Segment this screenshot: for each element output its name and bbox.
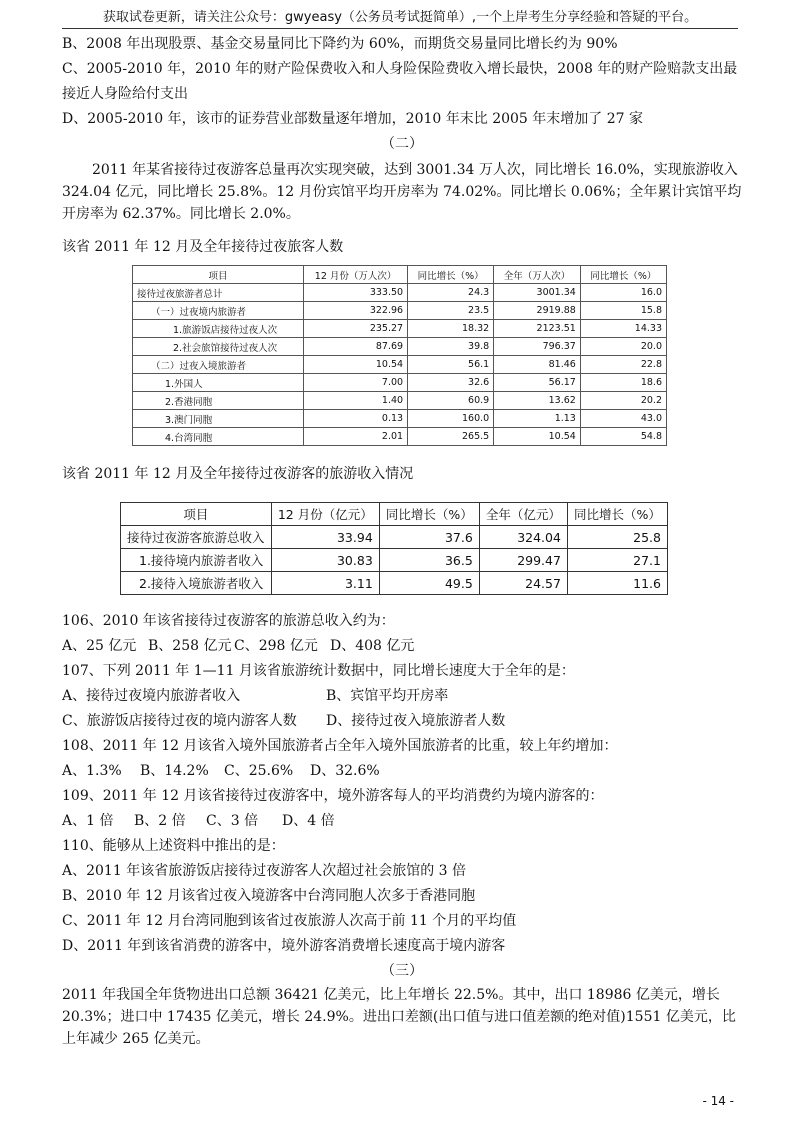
section-title-2: （二） (381, 136, 423, 152)
table-header-row (133, 266, 667, 284)
row-label: 1.外国人 (133, 374, 304, 392)
table-cell: 30.83 (271, 549, 379, 572)
option-c: C、298 亿元 (234, 638, 318, 654)
table-cell: 1.13 (494, 410, 581, 428)
prev-option-d: D、2005-2010 年，该市的证券营业部数量逐年增加，2010 年末比 2005 年末增加了 27 家 (62, 111, 643, 127)
table-cell: 3.11 (271, 572, 379, 595)
table-row (133, 428, 667, 446)
table-cell: 32.6 (408, 374, 494, 392)
table-row (121, 549, 668, 572)
table-cell: 322.96 (304, 302, 408, 320)
table-cell: 27.1 (567, 549, 667, 572)
table-cell: 2123.51 (494, 320, 581, 338)
table-cell: 60.9 (408, 392, 494, 410)
option-d: D、32.6% (310, 763, 380, 779)
table-cell: 235.27 (304, 320, 408, 338)
table-header-cell: 全年（亿元） (479, 503, 567, 526)
question-107-options-row2 (62, 709, 742, 734)
table-cell: 22.8 (580, 356, 666, 374)
table-cell: 23.5 (408, 302, 494, 320)
table-cell: 18.32 (408, 320, 494, 338)
table-cell: 3001.34 (494, 284, 581, 302)
section-title-3: （三） (381, 963, 423, 979)
intro-paragraph: 2011 年某省接待过夜游客总量再次实现突破，达到 3001.34 万人次，同比增长 16.0%，实现旅游收入 324.04 亿元，同比增长 25.8%。12 月份宾馆平均开房率为 74.02%。同比增长 0.06%；全年累计宾馆平均开房率为 62.37%。同比增长 2.0%。 (62, 162, 742, 222)
table-row (133, 356, 667, 374)
table-header-cell: 全年（万人次） (494, 266, 581, 284)
table-row (133, 392, 667, 410)
option-a: A、接待过夜境内旅游者收入 (62, 688, 241, 704)
question-108-options (62, 759, 742, 784)
table-cell: 1.40 (304, 392, 408, 410)
table-header-cell: 12 月份（亿元） (271, 503, 379, 526)
question-106: 106、2010 年该省接待过夜游客的旅游总收入约为： (62, 613, 395, 629)
option-b: B、2010 年 12 月该省过夜入境游客中台湾同胞人次多于香港同胞 (62, 888, 476, 904)
row-label: 接待过夜旅游者总计 (133, 284, 304, 302)
option-b: B、宾馆平均开房率 (326, 688, 449, 704)
table-header-row (121, 503, 668, 526)
visitor-count-table (132, 265, 667, 446)
table-row (133, 338, 667, 356)
table-cell: 81.46 (494, 356, 581, 374)
table-header-cell: 项目 (121, 503, 272, 526)
table-cell: 10.54 (494, 428, 581, 446)
table-cell: 24.3 (408, 284, 494, 302)
table-header-cell: 项目 (133, 266, 304, 284)
table-row (133, 320, 667, 338)
table-cell: 160.0 (408, 410, 494, 428)
table-cell: 20.0 (580, 338, 666, 356)
question-106-options (62, 634, 742, 659)
table-row (121, 572, 668, 595)
table-cell: 11.6 (567, 572, 667, 595)
page-content (62, 32, 742, 1050)
row-label: 4.台湾同胞 (133, 428, 304, 446)
table-cell: 43.0 (580, 410, 666, 428)
option-b: B、258 亿元 (148, 638, 232, 654)
table-cell: 16.0 (580, 284, 666, 302)
table-cell: 15.8 (580, 302, 666, 320)
option-a: A、1.3% (62, 763, 122, 779)
table-cell: 324.04 (479, 526, 567, 549)
table-row (133, 302, 667, 320)
tourism-income-table (120, 502, 668, 595)
option-a: A、2011 年该省旅游饭店接待过夜游客人次超过社会旅馆的 3 倍 (62, 863, 466, 879)
table-cell: 37.6 (379, 526, 479, 549)
table-header-cell: 12 月份（万人次） (304, 266, 408, 284)
table-header-cell: 同比增长（%） (379, 503, 479, 526)
table-cell: 796.37 (494, 338, 581, 356)
option-b: B、14.2% (140, 763, 209, 779)
table-row (133, 410, 667, 428)
question-108: 108、2011 年 12 月该省入境外国旅游者占全年入境外国旅游者的比重，较上年约增加： (62, 738, 618, 754)
table-row (121, 526, 668, 549)
table1-caption: 该省 2011 年 12 月及全年接待过夜旅客人数 (62, 239, 344, 255)
page-number: - 14 - (702, 1094, 734, 1108)
table-cell: 2919.88 (494, 302, 581, 320)
option-a: A、25 亿元 (62, 638, 137, 654)
row-label: 2.香港同胞 (133, 392, 304, 410)
table-cell: 25.8 (567, 526, 667, 549)
table-cell: 54.8 (580, 428, 666, 446)
row-label: 2.接待入境旅游者收入 (121, 572, 272, 595)
table-cell: 299.47 (479, 549, 567, 572)
table-cell: 2.01 (304, 428, 408, 446)
row-label: （二）过夜入境旅游者 (133, 356, 304, 374)
row-label: （一）过夜境内旅游者 (133, 302, 304, 320)
table-header-cell: 同比增长（%） (408, 266, 494, 284)
section3-paragraph: 2011 年我国全年货物进出口总额 36421 亿美元，比上年增长 22.5%。其中，出口 18986 亿美元，增长 20.3%；进口中 17435 亿美元，增长 24.9%。进出口差额(出口值与进口值差额的绝对值)1551 亿美元，比上年减少 265 亿美元。 (62, 987, 736, 1047)
table-cell: 265.5 (408, 428, 494, 446)
option-c: C、3 倍 (206, 813, 259, 829)
table-cell: 7.00 (304, 374, 408, 392)
row-label: 接待过夜游客旅游总收入 (121, 526, 272, 549)
table-cell: 10.54 (304, 356, 408, 374)
row-label: 2.社会旅馆接待过夜人次 (133, 338, 304, 356)
table-cell: 18.6 (580, 374, 666, 392)
table-row (133, 284, 667, 302)
table-header-cell: 同比增长（%） (580, 266, 666, 284)
table-cell: 56.1 (408, 356, 494, 374)
option-c: C、25.6% (224, 763, 294, 779)
table2-caption: 该省 2011 年 12 月及全年接待过夜游客的旅游收入情况 (62, 466, 414, 482)
row-label: 1.接待境内旅游者收入 (121, 549, 272, 572)
option-d: D、接待过夜入境旅游者人数 (326, 713, 506, 729)
question-107-options-row1 (62, 684, 742, 709)
option-b: B、2 倍 (134, 813, 186, 829)
table-cell: 20.2 (580, 392, 666, 410)
option-d: D、408 亿元 (330, 638, 415, 654)
table-row (133, 374, 667, 392)
table-cell: 87.69 (304, 338, 408, 356)
table-cell: 39.8 (408, 338, 494, 356)
option-c: C、旅游饭店接待过夜的境内游客人数 (62, 713, 297, 729)
table-cell: 56.17 (494, 374, 581, 392)
page-header: 获取试卷更新，请关注公众号：gwyeasy（公务员考试挺简单）,一个上岸考生分享经验和答疑的平台。 (102, 10, 698, 25)
question-109-options (62, 809, 742, 834)
prev-option-b: B、2008 年出现股票、基金交易量同比下降约为 60%，而期货交易量同比增长约为 90% (62, 36, 618, 52)
header-divider (62, 28, 738, 29)
question-110: 110、能够从上述资料中推出的是： (62, 838, 285, 854)
table-cell: 36.5 (379, 549, 479, 572)
table-cell: 24.57 (479, 572, 567, 595)
question-107: 107、下列 2011 年 1—11 月该省旅游统计数据中，同比增长速度大于全年的是： (62, 663, 575, 679)
option-d: D、2011 年到该省消费的游客中，境外游客消费增长速度高于境内游客 (62, 938, 506, 954)
table-cell: 33.94 (271, 526, 379, 549)
table-cell: 14.33 (580, 320, 666, 338)
table-cell: 13.62 (494, 392, 581, 410)
option-a: A、1 倍 (62, 813, 114, 829)
table-cell: 0.13 (304, 410, 408, 428)
option-d: D、4 倍 (282, 813, 335, 829)
option-c: C、2011 年 12 月台湾同胞到该省过夜旅游人次高于前 11 个月的平均值 (62, 913, 517, 929)
row-label: 3.澳门同胞 (133, 410, 304, 428)
table-cell: 49.5 (379, 572, 479, 595)
row-label: 1.旅游饭店接待过夜人次 (133, 320, 304, 338)
table-cell: 333.50 (304, 284, 408, 302)
prev-option-c: C、2005-2010 年，2010 年的财产险保费收入和人身险保险费收入增长最快，2008 年的财产险赔款支出最接近人身险给付支出 (62, 61, 738, 102)
table-header-cell: 同比增长（%） (567, 503, 667, 526)
question-109: 109、2011 年 12 月该省接待过夜游客中，境外游客每人的平均消费约为境内游客的： (62, 788, 604, 804)
